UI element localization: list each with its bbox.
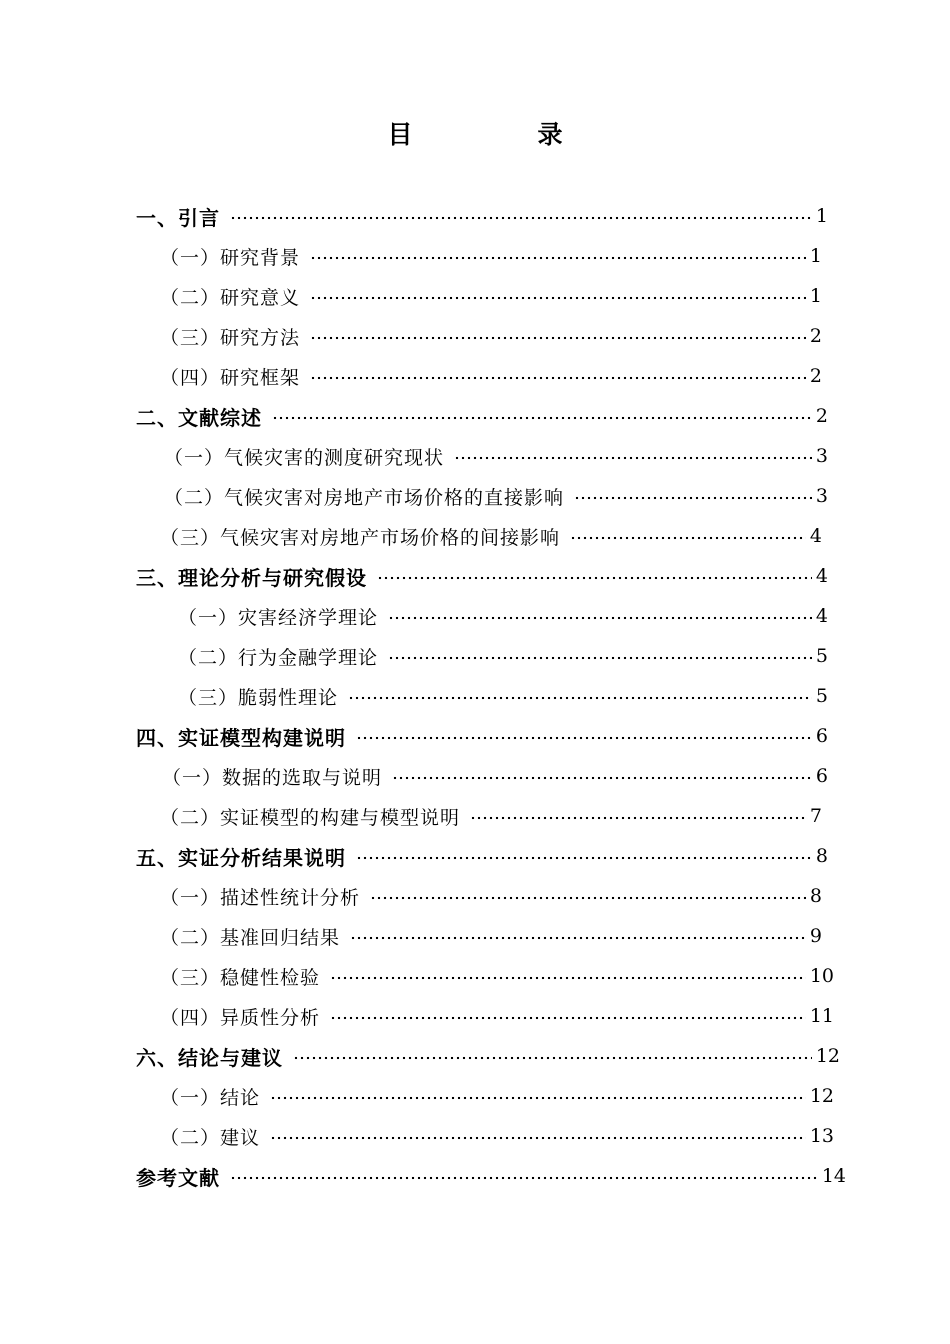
toc-entry-label: （一）气候灾害的测度研究现状 xyxy=(164,446,445,469)
dot-leader xyxy=(350,936,806,940)
toc-entry[interactable] xyxy=(136,1036,840,1076)
toc-entry-page: 1 xyxy=(809,285,822,307)
toc-entry-label: （三）气候灾害对房地产市场价格的间接影响 xyxy=(160,526,561,549)
toc-entry-label: 一、引言 xyxy=(136,205,220,230)
toc-entry[interactable] xyxy=(160,236,822,276)
toc-entry[interactable] xyxy=(160,956,834,996)
dot-leader xyxy=(392,776,812,780)
dot-leader xyxy=(230,216,812,220)
toc-entry[interactable] xyxy=(160,276,822,316)
toc-entry-label: （二）研究意义 xyxy=(160,286,301,309)
toc-entry-label: （一）结论 xyxy=(160,1086,261,1109)
toc-entry-page: 8 xyxy=(815,845,828,867)
toc-entry-page: 6 xyxy=(815,765,828,787)
toc-entry-page: 4 xyxy=(815,605,828,627)
toc-entry-page: 6 xyxy=(815,725,828,747)
dot-leader xyxy=(388,616,812,620)
toc-entry-page: 1 xyxy=(809,245,822,267)
dot-leader xyxy=(356,736,812,740)
toc-entry-page: 9 xyxy=(809,925,822,947)
toc-entry-page: 4 xyxy=(809,525,822,547)
toc-entry-page: 12 xyxy=(815,1045,840,1067)
toc-entry[interactable] xyxy=(164,436,828,476)
toc-entry-label: 四、实证模型构建说明 xyxy=(136,725,346,750)
dot-leader xyxy=(388,656,812,660)
dot-leader xyxy=(356,856,812,860)
toc-entry[interactable] xyxy=(160,876,822,916)
toc-entry-page: 5 xyxy=(815,685,828,707)
toc-entry-label: （三）稳健性检验 xyxy=(160,966,321,989)
toc-entry-page: 14 xyxy=(821,1165,846,1187)
toc-entry-page: 2 xyxy=(809,365,822,387)
toc-entry[interactable] xyxy=(160,1116,834,1156)
toc-entry-page: 13 xyxy=(809,1125,834,1147)
toc-entry[interactable] xyxy=(160,356,822,396)
toc-entry-page: 8 xyxy=(809,885,822,907)
toc-entry[interactable] xyxy=(136,556,828,596)
toc-entry[interactable] xyxy=(160,796,822,836)
toc-entry-label: （二）行为金融学理论 xyxy=(178,646,379,669)
toc-entry-label: （三）研究方法 xyxy=(160,326,301,349)
toc-entry[interactable] xyxy=(136,1156,846,1196)
toc-entry-label: （二）基准回归结果 xyxy=(160,926,341,949)
toc-entry[interactable] xyxy=(178,596,828,636)
toc-entry-label: （四）异质性分析 xyxy=(160,1006,321,1029)
toc-entry-page: 2 xyxy=(815,405,828,427)
toc-entry[interactable] xyxy=(178,676,828,716)
toc-entry-page: 5 xyxy=(815,645,828,667)
toc-entry[interactable] xyxy=(160,996,834,1036)
dot-leader xyxy=(574,496,812,500)
toc-entry-label: （二）建议 xyxy=(160,1126,261,1149)
toc-entry[interactable] xyxy=(162,756,828,796)
toc-entry-page: 11 xyxy=(809,1005,834,1027)
toc-entry[interactable] xyxy=(160,1076,834,1116)
toc-entry-page: 4 xyxy=(815,565,828,587)
dot-leader xyxy=(270,1136,806,1140)
dot-leader xyxy=(310,296,806,300)
dot-leader xyxy=(230,1176,818,1180)
dot-leader xyxy=(330,976,806,980)
toc-entry-label: 六、结论与建议 xyxy=(136,1045,283,1070)
toc-entry-label: 三、理论分析与研究假设 xyxy=(136,565,367,590)
toc-entry-label: （三）脆弱性理论 xyxy=(178,686,339,709)
toc-entry[interactable] xyxy=(136,396,828,436)
toc-entry-page: 3 xyxy=(815,445,828,467)
toc-entry-label: （一）灾害经济学理论 xyxy=(178,606,379,629)
toc-entry-label: 五、实证分析结果说明 xyxy=(136,845,346,870)
toc-entry-label: 二、文献综述 xyxy=(136,405,262,430)
toc-entry-label: （二）气候灾害对房地产市场价格的直接影响 xyxy=(164,486,565,509)
toc-entry[interactable] xyxy=(160,916,822,956)
dot-leader xyxy=(310,336,806,340)
toc-entry-label: （二）实证模型的构建与模型说明 xyxy=(160,806,461,829)
toc-entry[interactable] xyxy=(160,316,822,356)
toc-entry-page: 1 xyxy=(815,205,828,227)
toc-entry[interactable] xyxy=(164,476,828,516)
toc-entry-label: （一）研究背景 xyxy=(160,246,301,269)
dot-leader xyxy=(330,1016,806,1020)
dot-leader xyxy=(370,896,806,900)
dot-leader xyxy=(470,816,806,820)
toc-entry-label: 参考文献 xyxy=(136,1165,220,1190)
toc-entry[interactable] xyxy=(178,636,828,676)
dot-leader xyxy=(310,256,806,260)
toc-entry[interactable] xyxy=(136,836,828,876)
dot-leader xyxy=(454,456,812,460)
dot-leader xyxy=(270,1096,806,1100)
toc-entry-label: （四）研究框架 xyxy=(160,366,301,389)
toc-entry[interactable] xyxy=(136,196,828,236)
toc-entry-page: 2 xyxy=(809,325,822,347)
dot-leader xyxy=(293,1056,812,1060)
toc-entry-page: 12 xyxy=(809,1085,834,1107)
dot-leader xyxy=(272,416,812,420)
dot-leader xyxy=(310,376,806,380)
dot-leader xyxy=(377,576,812,580)
page-title: 目 录 xyxy=(387,120,613,149)
toc-entry-page: 3 xyxy=(815,485,828,507)
dot-leader xyxy=(570,536,806,540)
toc-entry-page: 10 xyxy=(809,965,834,987)
toc-entry-label: （一）数据的选取与说明 xyxy=(162,766,383,789)
dot-leader xyxy=(348,696,812,700)
toc-entry-label: （一）描述性统计分析 xyxy=(160,886,361,909)
toc-entry-page: 7 xyxy=(809,805,822,827)
toc-entry[interactable] xyxy=(160,516,822,556)
toc-entry[interactable] xyxy=(136,716,828,756)
